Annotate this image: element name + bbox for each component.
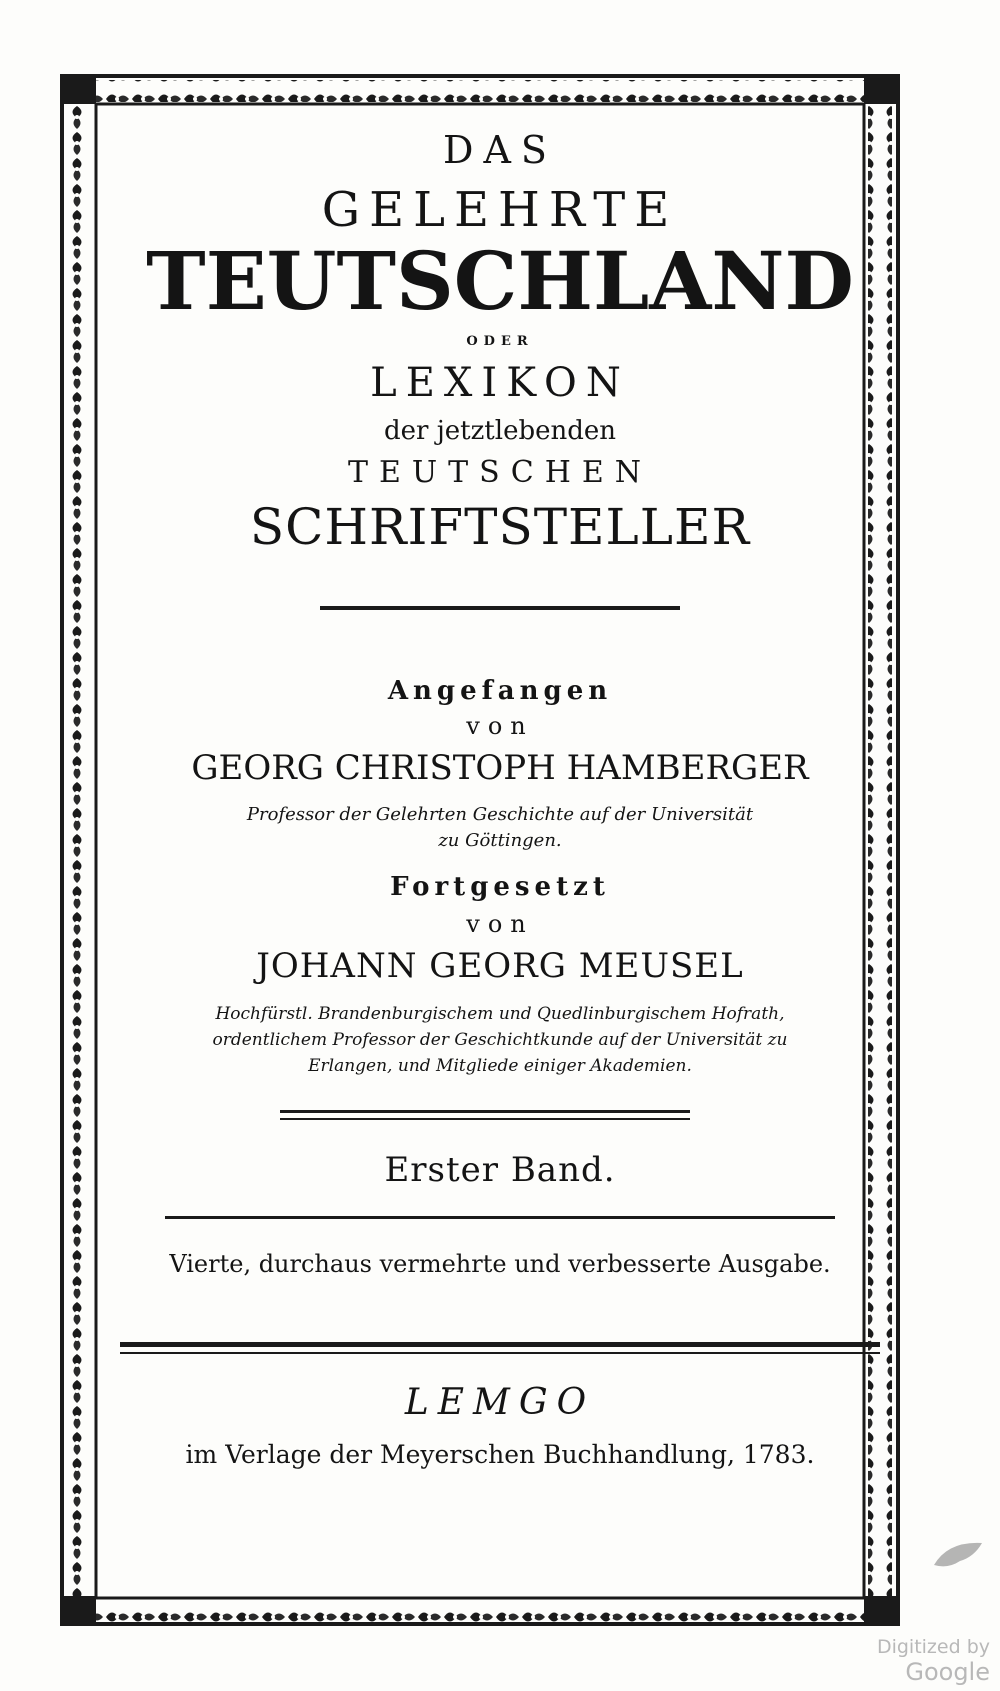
title-teutschland: TEUTSCHLAND bbox=[146, 234, 854, 328]
title-das: DAS bbox=[443, 128, 557, 172]
divider-rule-3 bbox=[165, 1216, 835, 1219]
divider-rule-4a bbox=[120, 1342, 880, 1347]
author2-title-line3: Erlangen, und Mitgliede einiger Akademien. bbox=[308, 1056, 692, 1076]
divider-rule-1 bbox=[320, 606, 680, 610]
title-der-jetztlebenden: der jetztlebenden bbox=[383, 416, 617, 446]
begun-label: Angefangen bbox=[387, 676, 613, 706]
digitized-watermark bbox=[790, 1636, 990, 1686]
volume-label: Erster Band. bbox=[384, 1150, 616, 1190]
title-gelehrte: GELEHRTE bbox=[321, 182, 679, 238]
continued-label: Fortgesetzt bbox=[390, 872, 610, 902]
title-lexikon: LEXIKON bbox=[370, 360, 630, 406]
author1-name: GEORG CHRISTOPH HAMBERGER bbox=[191, 748, 809, 788]
title-teutschen: TEUTSCHEN bbox=[347, 455, 653, 490]
begun-von: von bbox=[466, 712, 534, 740]
title-oder: ODER bbox=[466, 334, 534, 349]
watermark-brand: Google bbox=[905, 1658, 990, 1686]
imprint-publisher: im Verlage der Meyerschen Buchhandlung, 1783. bbox=[185, 1440, 815, 1469]
author2-title-line1: Hochfürstl. Brandenburgischem und Quedlinburgischem Hofrath, bbox=[215, 1004, 785, 1024]
continued-von: von bbox=[466, 910, 534, 938]
divider-rule-2b bbox=[280, 1118, 690, 1120]
imprint-place: LEMGO bbox=[404, 1382, 596, 1423]
watermark-prefix: Digitized by bbox=[876, 1636, 990, 1658]
author2-title-line2: ordentlichem Professor der Geschichtkunde auf der Universität zu bbox=[212, 1030, 788, 1050]
title-content bbox=[110, 110, 890, 1590]
ink-smudge bbox=[930, 1535, 990, 1575]
divider-rule-4b bbox=[120, 1352, 880, 1354]
divider-rule-2a bbox=[280, 1110, 690, 1113]
edition-statement: Vierte, durchaus vermehrte und verbesserte Ausgabe. bbox=[169, 1250, 831, 1278]
author2-name: JOHANN GEORG MEUSEL bbox=[256, 946, 744, 986]
author1-title-line1: Professor der Gelehrten Geschichte auf der Universität bbox=[246, 804, 754, 825]
title-schriftsteller: SCHRIFTSTELLER bbox=[249, 498, 751, 556]
author1-title-line2: zu Göttingen. bbox=[438, 830, 562, 851]
